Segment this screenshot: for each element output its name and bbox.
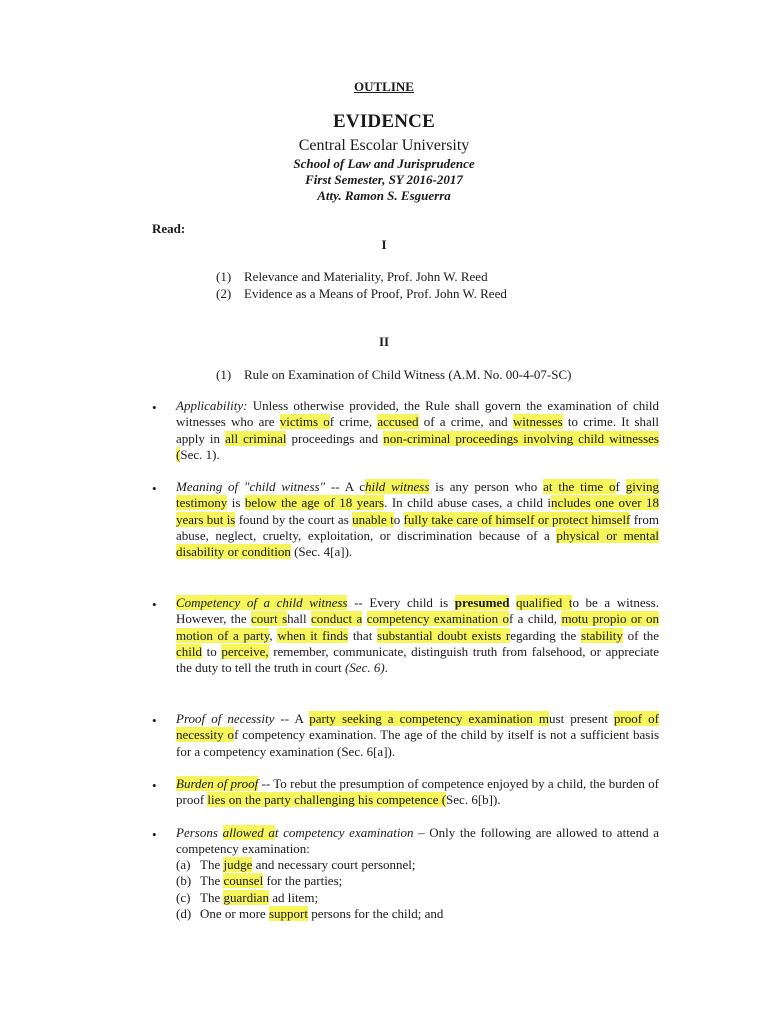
list-letter: (d) — [176, 906, 192, 921]
highlight: lies on the party challenging his competence ( — [207, 792, 447, 808]
item-number: (1) — [216, 367, 232, 382]
highlight: accused — [377, 414, 419, 430]
text-run: to — [202, 643, 222, 659]
highlight: allowed a — [222, 825, 275, 840]
text-run: and necessary court personnel; — [252, 857, 416, 872]
bullet-icon: • — [152, 481, 157, 496]
highlight: hild witness — [365, 479, 430, 494]
highlight: support — [268, 906, 308, 921]
text-run: . In child abuse cases, a child i — [384, 495, 552, 511]
list-item — [176, 906, 659, 922]
competency-paragraph — [176, 595, 659, 676]
text-run: -- To rebut the presumption of competence enjoyed by a child, the burden of proof — [176, 776, 660, 808]
list-letter: (b) — [176, 873, 192, 888]
highlight: party seeking a competency examination m — [309, 711, 550, 726]
section-numeral-1: I — [381, 237, 387, 252]
list-item — [176, 857, 659, 873]
text-run: is — [227, 495, 245, 511]
highlight: substantial doubt exists r — [377, 627, 511, 643]
text-run: ust present — [549, 711, 614, 726]
text-run: (Sec. 4[a]). — [290, 544, 353, 560]
highlight: non-criminal proceedings involving child witnesses ( — [176, 430, 659, 462]
bullet-icon: • — [152, 597, 157, 612]
term-label: Persons — [176, 825, 223, 840]
text-run: to crime. It shall apply in — [176, 414, 659, 446]
text-run: is any person who — [429, 479, 544, 494]
highlight: motu propio or on motion of a party — [176, 611, 660, 643]
outline-heading: OUTLINE — [354, 79, 414, 94]
highlight: court s — [251, 611, 288, 627]
text-run: . — [384, 660, 388, 676]
text-run: -- Every child is — [347, 595, 455, 610]
reading-item — [216, 367, 571, 383]
child-witness-paragraph — [176, 479, 659, 560]
highlight: perceive, — [221, 643, 269, 659]
read-label: Read: — [152, 221, 186, 236]
highlight: qualified t — [516, 595, 573, 610]
highlight: giving testimony — [176, 479, 659, 511]
reading-item — [216, 269, 488, 285]
highlight: stability — [581, 627, 623, 643]
text-run: f a child, — [508, 611, 562, 627]
text-run: proceedings and — [286, 430, 384, 446]
highlight: ncludes one over 18 years but is — [176, 495, 659, 527]
item-text: Evidence as a Means of Proof, Prof. John W. Reed — [244, 286, 507, 301]
highlight: counsel — [223, 873, 264, 888]
applicability-paragraph — [176, 398, 659, 463]
highlight: physical or mental disability or condition — [176, 527, 659, 560]
list-item — [176, 890, 659, 906]
text-run: – Only the following are allowed to attend a competency examination: — [176, 825, 660, 857]
text-run: Unless otherwise provided, the Rule shall govern the examination of child witnesses who are — [176, 398, 659, 430]
item-text: Rule on Examination of Child Witness (A.M. No. 00-4-07-SC) — [244, 367, 572, 382]
text-run: Sec. 1). — [180, 446, 220, 462]
text-run: of the — [622, 627, 660, 643]
highlight: competency examination o — [366, 611, 509, 627]
bullet-icon: • — [152, 400, 157, 415]
highlight: victims o — [279, 414, 330, 430]
text-run: -- A c — [325, 479, 366, 494]
highlight: when it finds — [277, 627, 349, 643]
term-label: Meaning of "child witness" — [176, 479, 326, 494]
highlight: proof of necessity o — [176, 711, 659, 743]
citation: (Sec. 6) — [344, 660, 385, 676]
highlight: guardian — [223, 890, 269, 905]
list-letter: (a) — [176, 857, 191, 872]
text-run: Sec. 6[b]). — [446, 792, 501, 808]
term-label: t competency examination — [274, 825, 414, 840]
item-number: (2) — [216, 286, 232, 301]
list-item — [176, 873, 659, 889]
text-run: f — [615, 479, 626, 494]
highlight: Competency of a child witness — [176, 595, 348, 610]
highlight: conduct a — [311, 611, 363, 627]
text-run: The — [200, 857, 224, 872]
school-name: School of Law and Jurisprudence — [293, 156, 475, 171]
semester: First Semester, SY 2016-2017 — [305, 172, 463, 187]
text-run: One or more — [200, 906, 269, 921]
text-run: from abuse, neglect, cruelty, exploitation, or discrimination because of a — [176, 511, 659, 543]
highlight: Burden of proof — [176, 776, 259, 791]
burden-of-proof-paragraph — [176, 776, 659, 809]
text-run: o be a witness. However, the — [176, 595, 659, 627]
proof-of-necessity-paragraph — [176, 711, 659, 760]
term-label: Proof of necessity — [176, 711, 275, 726]
bullet-icon: • — [152, 778, 157, 793]
text-run: The — [200, 873, 224, 888]
highlight: witnesses — [512, 414, 563, 430]
highlight: presumed — [454, 595, 510, 610]
professor: Atty. Ramon S. Esguerra — [317, 188, 451, 203]
text-run: of a crime, and — [418, 414, 513, 430]
text-run: , — [269, 627, 278, 643]
item-text: Relevance and Materiality, Prof. John W. Reed — [244, 269, 488, 284]
text-run: persons for the child; and — [307, 906, 444, 921]
reading-item — [216, 286, 507, 302]
list-letter: (c) — [176, 890, 191, 905]
text-run: f competency examination. The age of the child by itself is not a sufficient basis for a competency examination (Sec. 6[a]). — [176, 727, 660, 759]
text-run: f crime, — [329, 414, 378, 430]
text-run: remember, communicate, distinguish truth from falsehood, or appreciate the duty to tell the truth in court — [176, 643, 659, 676]
bullet-icon: • — [152, 827, 157, 842]
highlight: judge — [223, 857, 253, 872]
text-run: for the parties; — [263, 873, 343, 888]
text-run: found by the court as — [235, 511, 353, 527]
highlight: all criminal — [225, 430, 287, 446]
section-numeral-2: II — [378, 334, 390, 349]
bullet-icon: • — [152, 713, 157, 728]
text-run: that — [348, 627, 378, 643]
text-run: o — [393, 511, 404, 527]
text-run: The — [200, 890, 224, 905]
text-run: ad litem; — [268, 890, 319, 905]
highlight: at the time o — [543, 479, 616, 494]
text-run: -- A — [274, 711, 310, 726]
highlight: unable t — [352, 511, 394, 527]
text-run: hall — [287, 611, 312, 627]
item-number: (1) — [216, 269, 232, 284]
text-run: egarding the — [510, 627, 582, 643]
subject-title: EVIDENCE — [333, 111, 435, 132]
university-name: Central Escolar University — [298, 137, 470, 154]
persons-allowed-paragraph — [176, 825, 659, 858]
highlight: child — [176, 643, 202, 659]
term-label: Applicability: — [176, 398, 248, 413]
highlight: fully take care of himself or protect himself — [403, 511, 631, 527]
highlight: below the age of 18 years — [244, 495, 385, 511]
